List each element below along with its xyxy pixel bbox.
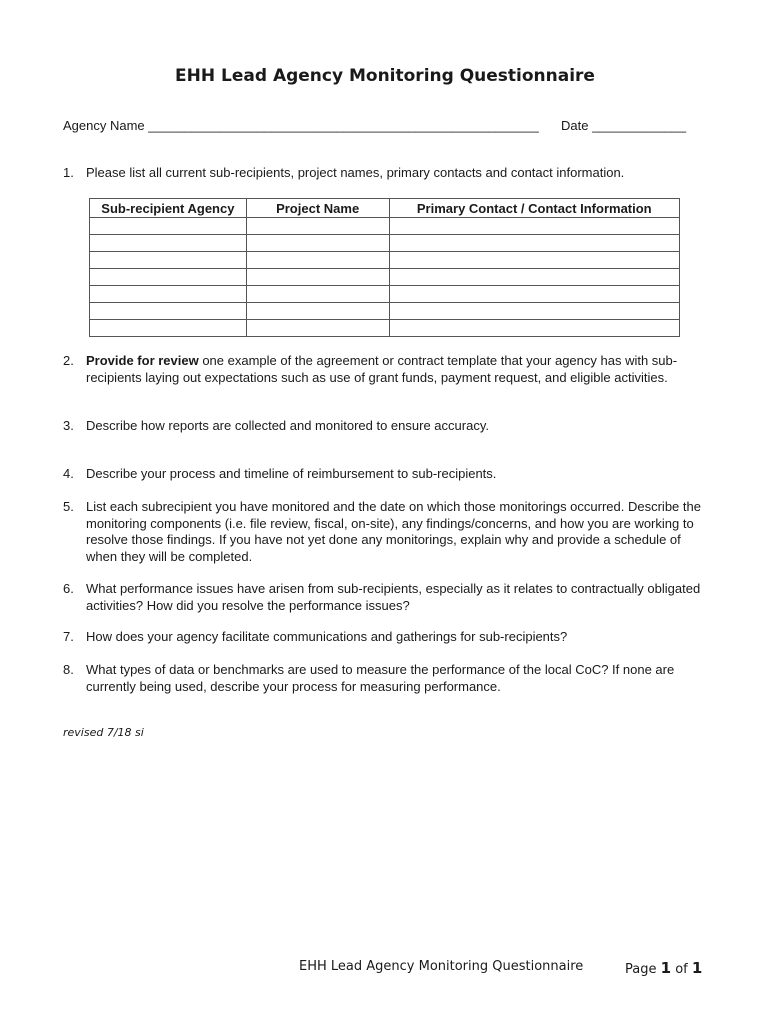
table-cell[interactable] xyxy=(90,218,247,235)
table-row xyxy=(90,303,680,320)
table-cell[interactable] xyxy=(90,286,247,303)
question-text: How does your agency facilitate communications and gatherings for sub-recipients? xyxy=(86,629,568,644)
table-row xyxy=(90,252,680,269)
question-text: Describe your process and timeline of reimbursement to sub-recipients. xyxy=(86,466,497,481)
question-text: What performance issues have arisen from sub-recipients, especially as it relates to contractually obligated activities? How did you resolve the performance issues? xyxy=(86,581,701,613)
table-cell[interactable] xyxy=(90,303,247,320)
question-4 xyxy=(63,466,703,483)
agency-name-field: Agency Name ______________________________________________________ xyxy=(63,118,539,133)
table-row xyxy=(90,235,680,252)
document-title: EHH Lead Agency Monitoring Questionnaire xyxy=(175,66,595,86)
question-text xyxy=(86,353,703,386)
question-2 xyxy=(63,353,703,386)
page-label: Page xyxy=(625,962,657,977)
table-cell[interactable] xyxy=(246,252,389,269)
table-cell[interactable] xyxy=(246,235,389,252)
question-text: Please list all current sub-recipients, project names, primary contacts and contact information. xyxy=(86,165,625,180)
table-cell[interactable] xyxy=(389,286,679,303)
table-cell[interactable] xyxy=(246,303,389,320)
page-indicator xyxy=(625,959,702,977)
question-1 xyxy=(63,165,703,182)
table-cell[interactable] xyxy=(246,286,389,303)
question-number: 6. xyxy=(63,581,74,596)
column-header-agency: Sub-recipient Agency xyxy=(90,199,247,218)
question-bold-text: Provide for review xyxy=(86,353,199,368)
page-total: 1 xyxy=(691,959,703,977)
question-number: 8. xyxy=(63,662,74,677)
question-text: What types of data or benchmarks are used to measure the performance of the local CoC? If none are currently being used, describe your process for measuring performance. xyxy=(86,662,675,694)
table-row xyxy=(90,218,680,235)
question-number: 7. xyxy=(63,629,74,644)
question-number: 5. xyxy=(63,499,74,514)
table-row xyxy=(90,320,680,337)
table-cell[interactable] xyxy=(389,269,679,286)
question-number: 2. xyxy=(63,353,74,368)
table-cell[interactable] xyxy=(246,320,389,337)
question-7 xyxy=(63,629,703,646)
table-cell[interactable] xyxy=(389,218,679,235)
question-5 xyxy=(63,499,703,565)
table-cell[interactable] xyxy=(389,235,679,252)
question-number: 1. xyxy=(63,165,74,180)
question-text: Describe how reports are collected and monitored to ensure accuracy. xyxy=(86,418,489,433)
revision-note: revised 7/18 si xyxy=(63,726,144,739)
table-row xyxy=(90,269,680,286)
table-header-row xyxy=(90,199,680,218)
question-8 xyxy=(63,662,703,695)
footer-title: EHH Lead Agency Monitoring Questionnaire xyxy=(299,959,584,974)
question-rest-text: one example of the agreement or contract template that your agency has with sub-recipients laying out expectations such as use of grant funds, payment request, and eligible activities. xyxy=(86,353,678,385)
table-cell[interactable] xyxy=(246,218,389,235)
table-cell[interactable] xyxy=(246,269,389,286)
page-footer xyxy=(299,959,709,977)
sub-recipients-table xyxy=(89,198,680,337)
question-6 xyxy=(63,581,703,614)
question-number: 3. xyxy=(63,418,74,433)
table-cell[interactable] xyxy=(90,252,247,269)
page-of: of xyxy=(675,962,688,977)
table-cell[interactable] xyxy=(90,269,247,286)
table-cell[interactable] xyxy=(90,235,247,252)
page-current: 1 xyxy=(660,959,672,977)
column-header-contact: Primary Contact / Contact Information xyxy=(389,199,679,218)
date-field: Date _____________ xyxy=(561,118,687,133)
table-cell[interactable] xyxy=(389,320,679,337)
table-cell[interactable] xyxy=(389,252,679,269)
question-3 xyxy=(63,418,703,435)
table-row xyxy=(90,286,680,303)
question-text: List each subrecipient you have monitored and the date on which those monitorings occurred. Describe the monitoring components (i.e. file review, fiscal, on-site), any findings/concerns, and how you are working to resolve those findings. If you have not yet done any monitorings, explain why and provide a schedule of when they will be completed. xyxy=(86,499,701,564)
column-header-project: Project Name xyxy=(246,199,389,218)
question-number: 4. xyxy=(63,466,74,481)
table-cell[interactable] xyxy=(90,320,247,337)
table-cell[interactable] xyxy=(389,303,679,320)
